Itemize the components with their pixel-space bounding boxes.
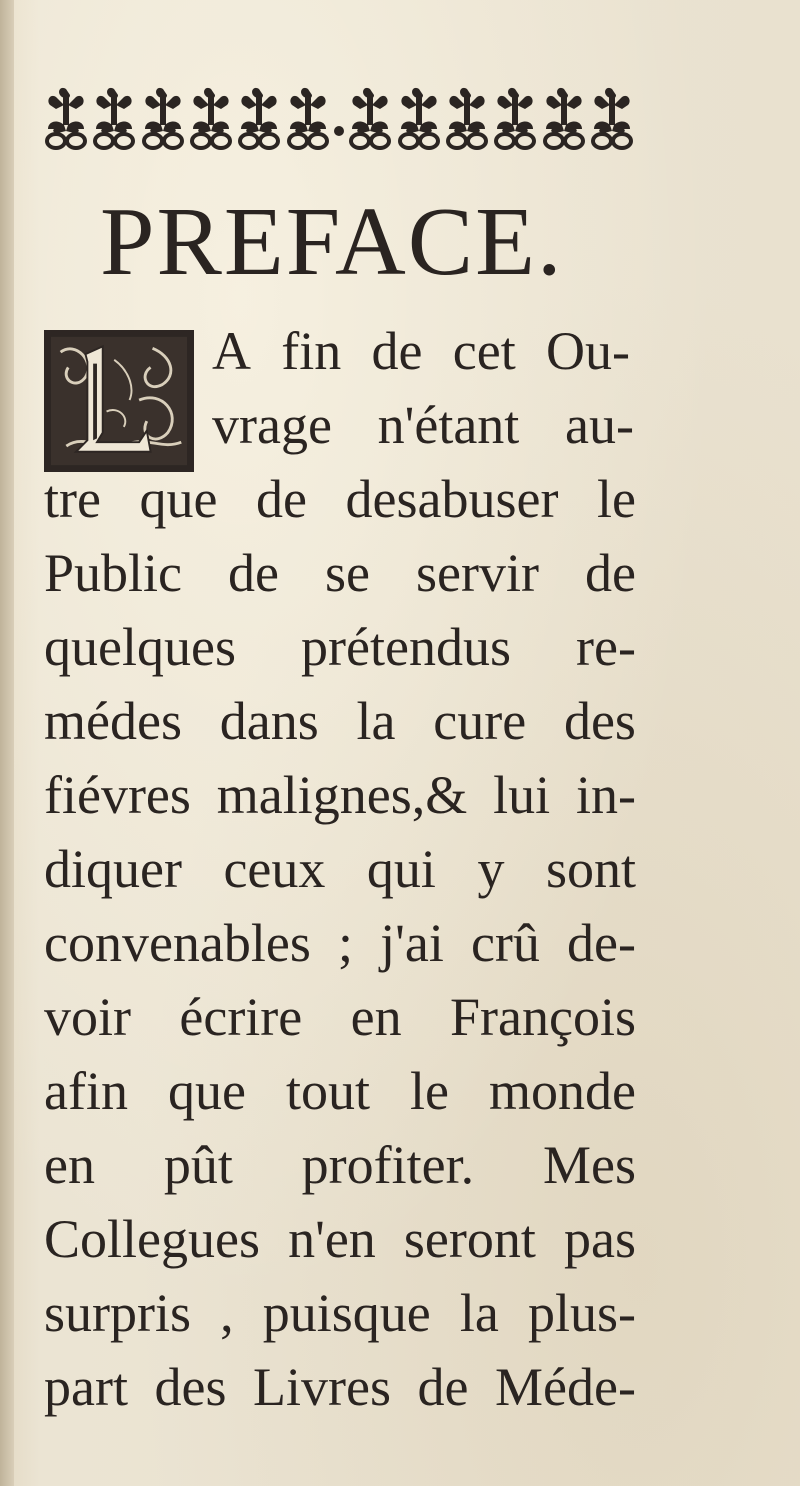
word: profiter. [301, 1135, 475, 1195]
word: la [356, 691, 396, 751]
word: fin [281, 321, 342, 381]
word: re- [576, 617, 636, 677]
word: in- [575, 765, 636, 825]
word: la [459, 1283, 499, 1343]
fleuron-icon [189, 83, 233, 151]
word: plus- [527, 1283, 636, 1343]
text-line [212, 388, 634, 462]
ornamental-initial-L-icon [44, 330, 194, 472]
text-line [44, 610, 636, 684]
word: diquer [44, 839, 182, 899]
text-line [44, 1350, 636, 1424]
text-line [44, 906, 636, 980]
word: dans [219, 691, 319, 751]
word: malignes,& [216, 765, 468, 825]
word: cure [433, 691, 527, 751]
word: écrire [179, 987, 303, 1047]
word: part [44, 1357, 128, 1417]
fleuron-icon [286, 83, 330, 151]
page-gutter [0, 0, 14, 1486]
word: pas [563, 1209, 636, 1269]
word: des [154, 1357, 227, 1417]
word: quelques [44, 617, 236, 677]
word: convenables [44, 913, 311, 973]
word: Livres [253, 1357, 391, 1417]
word: de [584, 543, 636, 603]
word: n'étant [377, 395, 520, 455]
word: se [325, 543, 370, 603]
text-line [212, 314, 630, 388]
fleuron-icon [348, 83, 392, 151]
fleuron-icon [92, 83, 136, 151]
word: y [477, 839, 505, 899]
word: médes [44, 691, 182, 751]
word: prétendus [301, 617, 511, 677]
word: pût [163, 1135, 233, 1195]
word: de [256, 469, 307, 529]
word: voir [44, 987, 131, 1047]
text-line [44, 1276, 636, 1350]
text-line [44, 980, 636, 1054]
ornament-dot [334, 126, 344, 136]
word: n'en [288, 1209, 376, 1269]
word: Collegues [44, 1209, 260, 1269]
word: crû [470, 913, 540, 973]
word: , [220, 1283, 234, 1343]
text-line [44, 462, 636, 536]
word: de [371, 321, 423, 381]
word: François [450, 987, 636, 1047]
word: sont [545, 839, 636, 899]
word: en [44, 1135, 95, 1195]
word: de [417, 1357, 469, 1417]
word: desabuser [345, 469, 559, 529]
word: lui [493, 765, 551, 825]
text-line [44, 536, 636, 610]
word: Ou- [545, 321, 630, 381]
word: de [228, 543, 279, 603]
word: qui [366, 839, 436, 899]
word: que [139, 469, 218, 529]
word: ; [338, 913, 354, 973]
word: au- [565, 395, 634, 455]
fleuron-icon [590, 83, 634, 151]
word: Mes [542, 1135, 636, 1195]
text-line [44, 1054, 636, 1128]
text-line [44, 1202, 636, 1276]
text-line [44, 1128, 636, 1202]
fleuron-icon [44, 83, 88, 151]
fleuron-band-icon [44, 80, 634, 154]
word: le [409, 1061, 449, 1121]
fleuron-icon [397, 83, 441, 151]
word: tout [285, 1061, 370, 1121]
word: vrage [212, 395, 332, 455]
word: j'ai [380, 913, 444, 973]
text-line [44, 832, 636, 906]
word: que [167, 1061, 246, 1121]
word: de- [567, 913, 636, 973]
text-line [44, 758, 636, 832]
word: en [350, 987, 402, 1047]
fleuron-icon [237, 83, 281, 151]
word: Méde- [495, 1357, 636, 1417]
fleuron-icon [141, 83, 185, 151]
word: des [563, 691, 636, 751]
fleuron-icon [542, 83, 586, 151]
word: monde [488, 1061, 636, 1121]
word: surpris [44, 1283, 191, 1343]
word: A [212, 321, 251, 381]
fleuron-icon [445, 83, 489, 151]
word: Public [44, 543, 183, 603]
word: seront [403, 1209, 536, 1269]
word: fiévres [44, 765, 191, 825]
word: tre [44, 469, 101, 529]
page-title: PREFACE. [100, 188, 564, 296]
word: servir [416, 543, 539, 603]
fleuron-icon [493, 83, 537, 151]
dropcap-graphic [47, 333, 191, 469]
word: puisque [262, 1283, 431, 1343]
word: afin [44, 1061, 128, 1121]
word: le [597, 469, 636, 529]
word: cet [452, 321, 516, 381]
word: ceux [223, 839, 326, 899]
text-line [44, 684, 636, 758]
